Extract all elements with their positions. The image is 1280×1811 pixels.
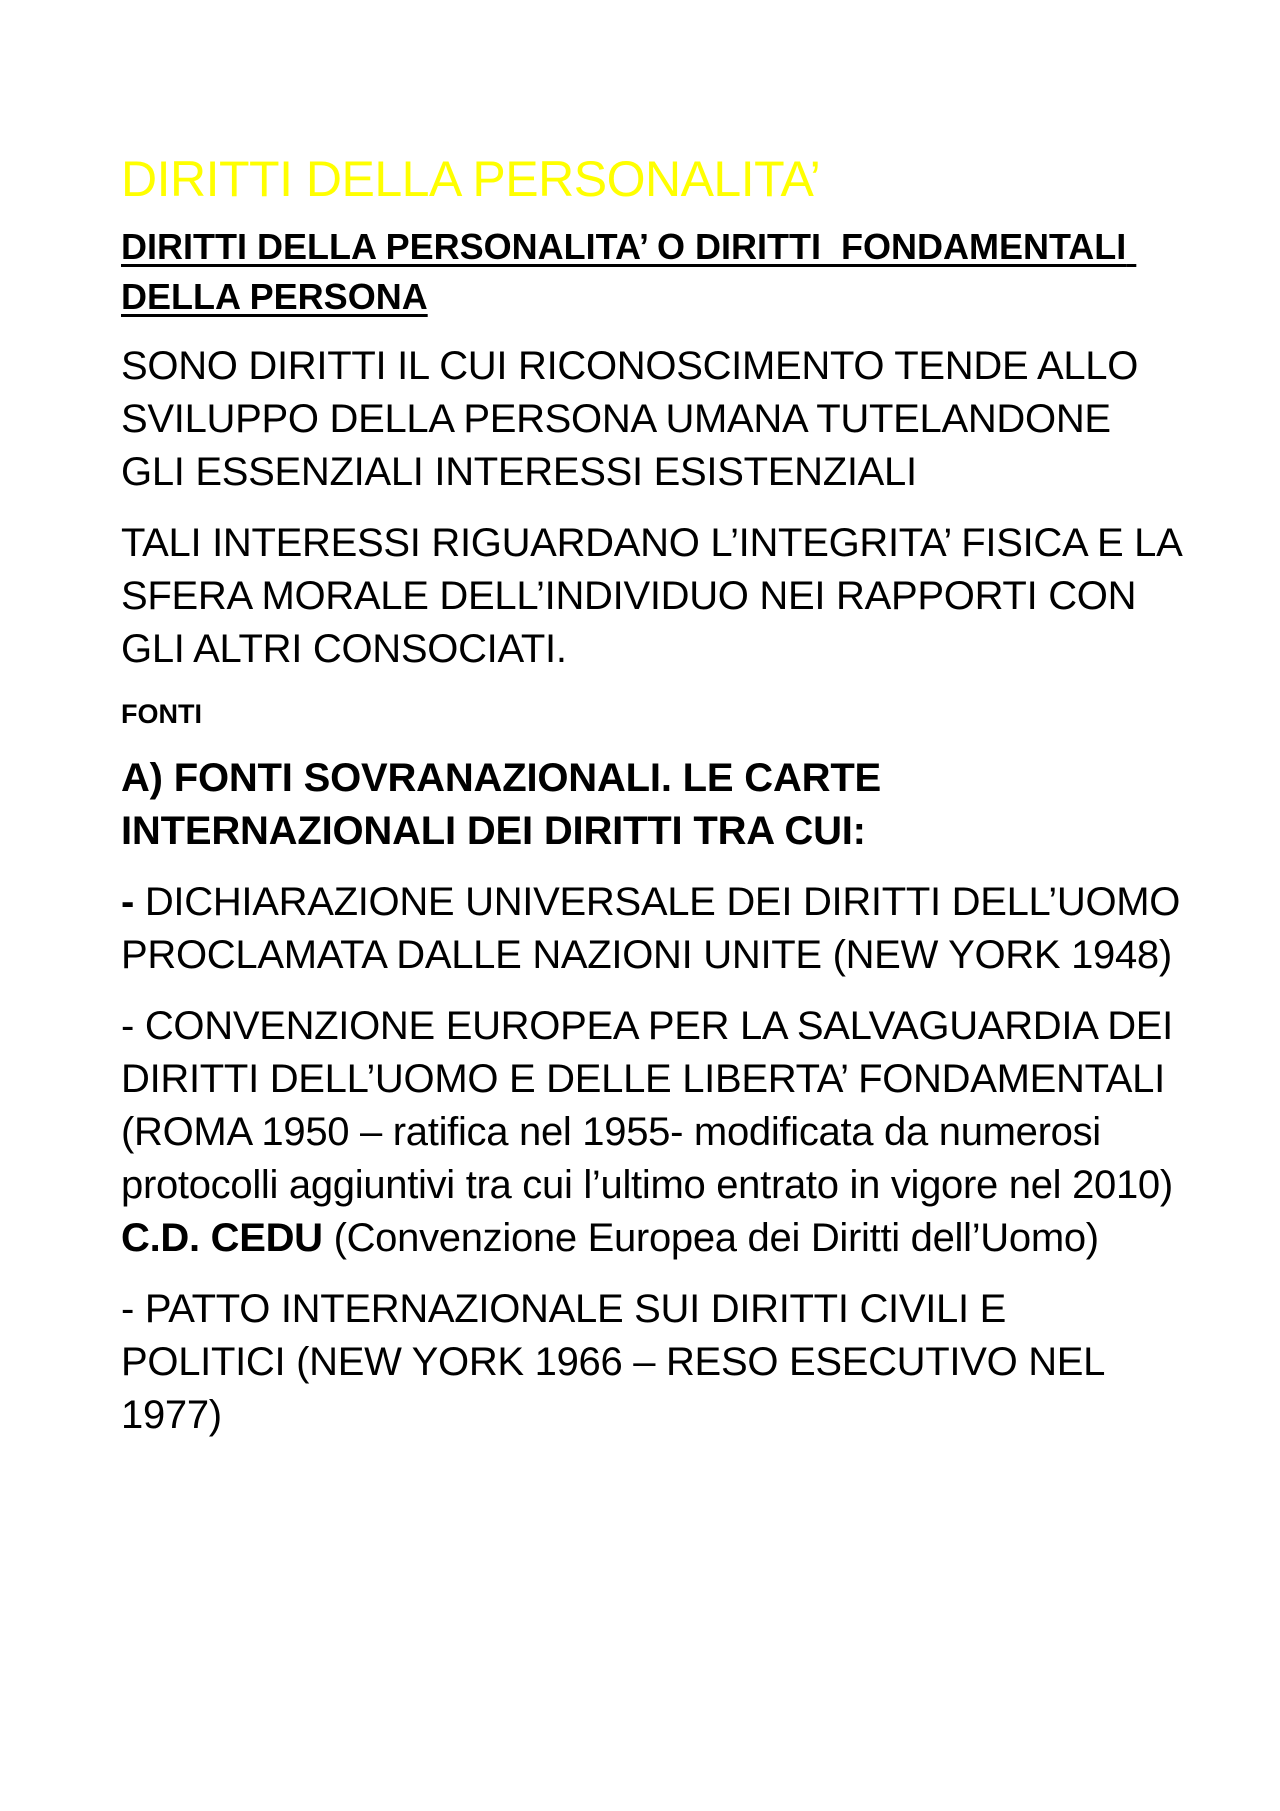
list-item-text: DICHIARAZIONE UNIVERSALE DEI DIRITTI DELL’UOMO PROCLAMATA DALLE NAZIONI UNITE (NEW YORK 1948) — [121, 880, 1181, 977]
document-page — [121, 150, 1181, 1460]
page-title: DIRITTI DELLA PERSONALITA’ — [121, 151, 821, 207]
list-item-convenzione — [121, 1000, 1181, 1265]
list-item-tail: (Convenzione Europea dei Diritti dell’Uomo) — [322, 1216, 1099, 1260]
list-item-dash: - — [121, 880, 135, 924]
paragraph-definition: SONO DIRITTI IL CUI RICONOSCIMENTO TENDE ALLO SVILUPPO DELLA PERSONA UMANA TUTELANDONE GLI ESSENZIALI INTERESSI ESISTENZIALI — [121, 344, 1139, 494]
fonti-label: FONTI — [121, 699, 202, 729]
section-subtitle: DIRITTI DELLA PERSONALITA’ O DIRITTI FONDAMENTALI DELLA PERSONA — [121, 226, 1137, 317]
list-item-text: - CONVENZIONE EUROPEA PER LA SALVAGUARDIA DEI DIRITTI DELL’UOMO E DELLE LIBERTA’ FONDAMENTALI (ROMA 1950 – ratifica nel 1955- modificata da numerosi protocolli aggiuntivi tra cui l’ultimo entrato in vigore nel 2010) — [121, 1004, 1173, 1207]
cedu-abbreviation: C.D. CEDU — [121, 1216, 323, 1260]
paragraph-interests: TALI INTERESSI RIGUARDANO L’INTEGRITA’ FISICA E LA SFERA MORALE DELL’INDIVIDUO NEI RAPPORTI CON GLI ALTRI CONSOCIATI. — [121, 521, 1181, 671]
section-a-heading: A) FONTI SOVRANAZIONALI. LE CARTE INTERNAZIONALI DEI DIRITTI TRA CUI: — [121, 756, 882, 853]
list-item-dichiarazione — [121, 876, 1181, 982]
list-item-patto: - PATTO INTERNAZIONALE SUI DIRITTI CIVILI E POLITICI (NEW YORK 1966 – RESO ESECUTIVO NEL 1977) — [121, 1287, 1104, 1437]
